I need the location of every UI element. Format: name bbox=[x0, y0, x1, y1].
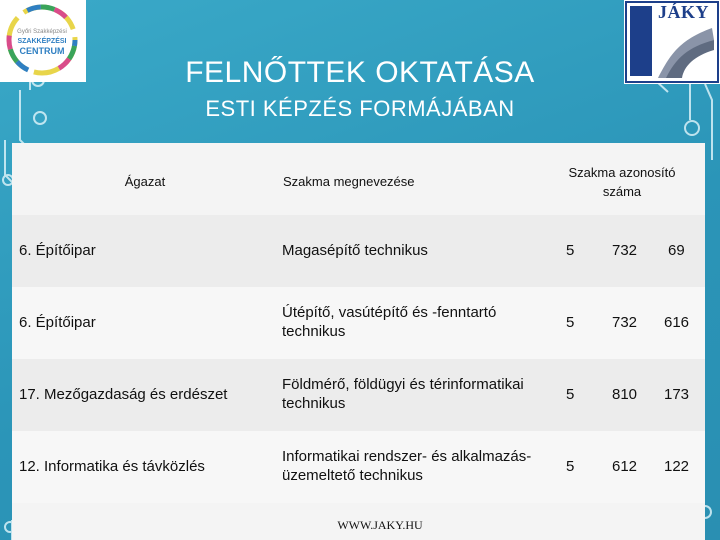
header-id: Szakma azonosító száma bbox=[568, 165, 676, 199]
logo-text-line-2: SZAKKÉPZÉSI bbox=[17, 38, 67, 45]
row2-id1: 5 bbox=[566, 314, 575, 331]
row4-sector: 12. Informatika és távközlés bbox=[19, 458, 205, 475]
jaky-logo-text: JÁKY bbox=[658, 2, 709, 22]
row3-id1: 5 bbox=[566, 386, 575, 403]
row2-id2: 732 bbox=[612, 314, 638, 331]
row1-id3: 69 bbox=[668, 242, 685, 259]
row2-id3: 616 bbox=[664, 314, 690, 331]
row4-id3: 122 bbox=[664, 458, 690, 475]
website-link[interactable]: WWW.JAKY.HU bbox=[337, 518, 423, 532]
logo-text-line-3: CENTRUM bbox=[19, 46, 65, 56]
row2-sector: 6. Építőipar bbox=[19, 314, 96, 331]
logo-text-line-1: Győri Szakképzési bbox=[17, 29, 67, 35]
row2-name: Útépítő, vasútépítő és -fenntartó technikus bbox=[282, 304, 497, 340]
row3-id2: 810 bbox=[612, 386, 638, 403]
row3-id3: 173 bbox=[664, 386, 690, 403]
page-title: FELNŐTTEK OKTATÁSA bbox=[185, 56, 535, 89]
row4-id1: 5 bbox=[566, 458, 575, 475]
row1-name: Magasépítő technikus bbox=[282, 242, 428, 259]
row1-id2: 732 bbox=[612, 242, 638, 259]
row3-name: Földmérő, földügyi és térinformatikai technikus bbox=[282, 376, 524, 412]
page-subtitle: ESTI KÉPZÉS FORMÁJÁBAN bbox=[205, 96, 515, 121]
courses-table bbox=[0, 143, 705, 540]
row4-id2: 612 bbox=[612, 458, 638, 475]
row3-sector: 17. Mezőgazdaság és erdészet bbox=[19, 386, 228, 403]
header-sector: Ágazat bbox=[124, 174, 166, 189]
row1-id1: 5 bbox=[566, 242, 575, 259]
row1-sector: 6. Építőipar bbox=[19, 242, 96, 259]
row4-name: Informatikai rendszer- és alkalmazás-üzemeltető technikus bbox=[282, 448, 532, 484]
header-name: Szakma megnevezése bbox=[283, 174, 415, 189]
